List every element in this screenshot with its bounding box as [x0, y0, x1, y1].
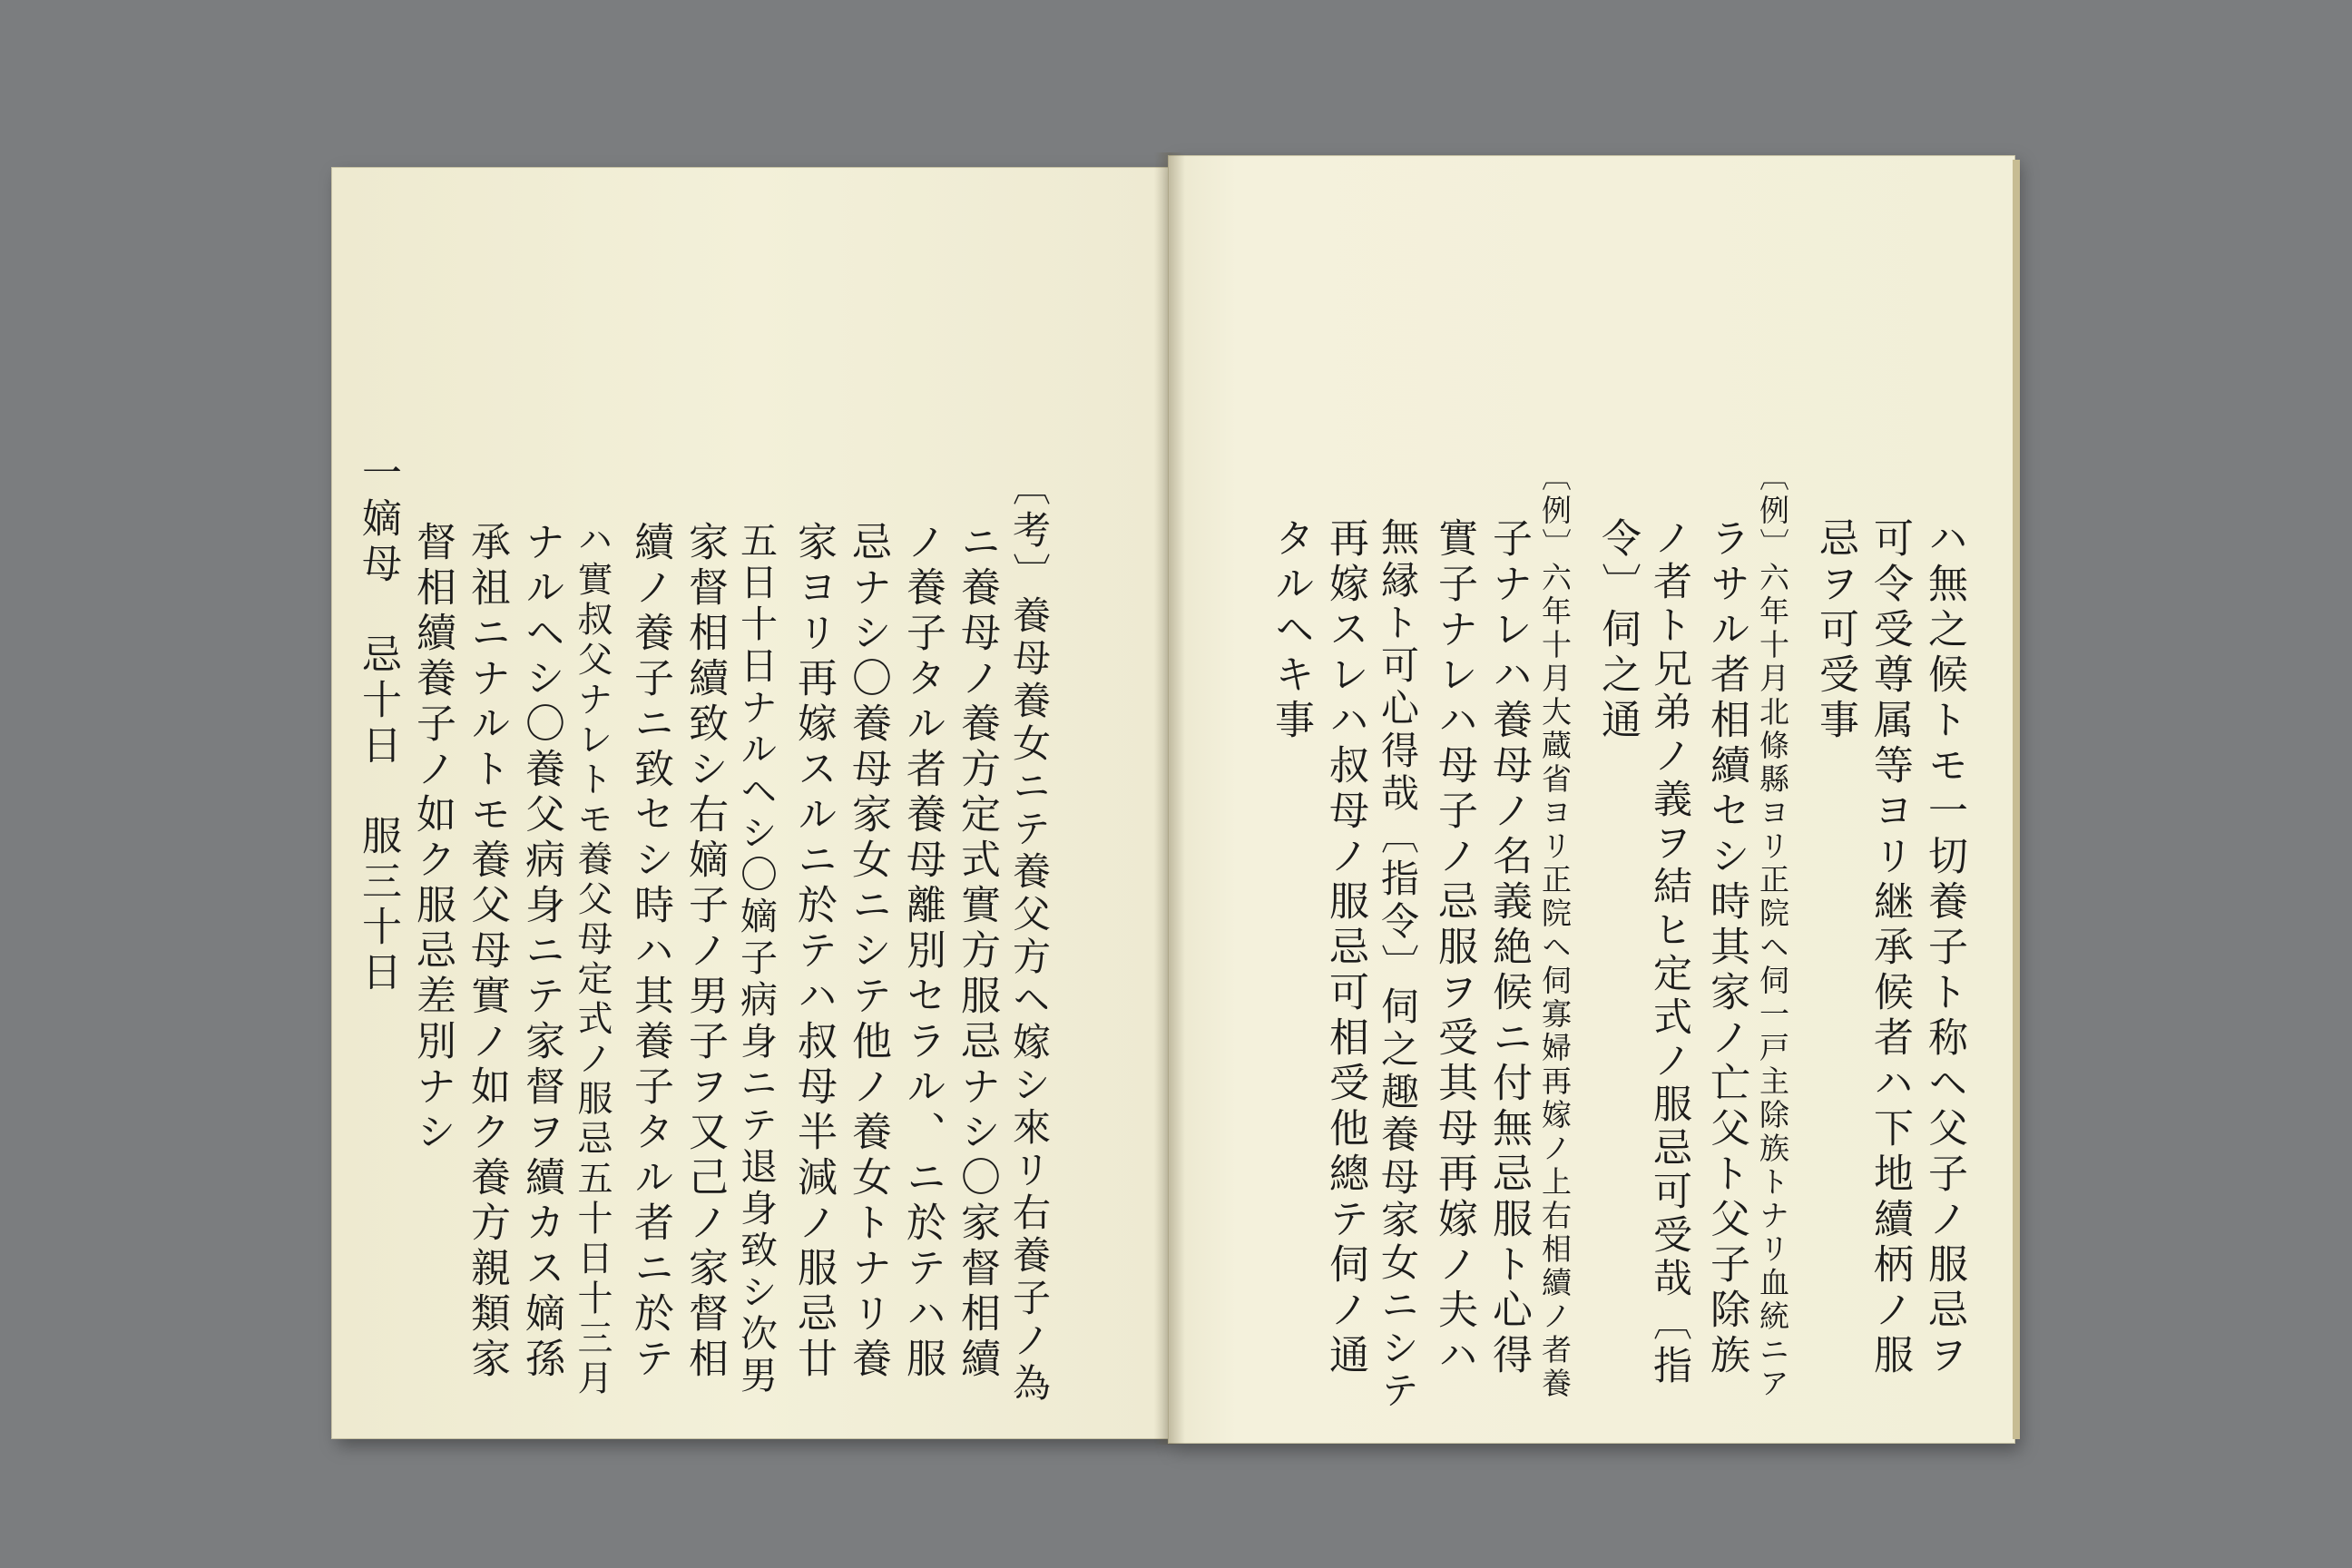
text-column: 承祖ニナルトモ養父母實ノ如ク養方親類家 [464, 521, 510, 1383]
text-column: 家ヨリ再嫁スルニ於テハ叔母半減ノ服忌廿 [790, 521, 837, 1383]
text-column: ラサル者相續セシ時其家ノ亡父ト父子除族 [1703, 517, 1749, 1379]
text-column: 督相續養子ノ如ク服忌差別ナシ [409, 521, 456, 1156]
text-column: ハ實叔父ナレトモ養父母定式ノ服忌五十日十三月 [572, 521, 612, 1399]
text-column: ナルヘシ〇養父病身ニテ家督ヲ續カス嫡孫 [518, 521, 564, 1383]
text-column: 實子ナレハ母子ノ忌服ヲ受其母再嫁ノ夫ハ [1431, 517, 1477, 1379]
text-column: 忌ナシ〇養母家女ニシテ他ノ養女トナリ養 [845, 521, 891, 1383]
text-column: 〔考〕養母養女ニテ養父方ヘ嫁シ來リ右養子ノ為 [1007, 467, 1052, 1406]
text-column: ニ養母ノ養方定式實方服忌ナシ〇家督相續 [954, 521, 1000, 1383]
text-column: 續ノ養子ニ致セシ時ハ其養子タル者ニ於テ [627, 521, 673, 1383]
text-column: 〔例〕六年十月北條縣ヨリ正院ヘ伺一戸主除族トナリ血統ニア [1755, 461, 1790, 1401]
text-column: 令〕伺之通 [1594, 517, 1641, 744]
text-column: ハ無之候トモ一切養子ト称ヘ父子ノ服忌ヲ [1921, 517, 1967, 1379]
text-column: タルヘキ事 [1268, 517, 1314, 744]
page-edge [2013, 160, 2020, 1439]
text-column: ノ養子タル者養母離別セラル、ニ於テハ服 [899, 521, 946, 1383]
text-column: 家督相續致シ右嫡子ノ男子ヲ又己ノ家督相 [681, 521, 728, 1383]
text-column: 一嫡母 忌十日 服三十日 [355, 452, 401, 996]
text-column: 忌ヲ可受事 [1812, 517, 1858, 744]
text-column: 五日十日ナルヘシ〇嫡子病身ニテ退身致シ次男 [734, 521, 778, 1397]
text-column: ノ者ト兄弟ノ義ヲ結ヒ定式ノ服忌可受哉〔指 [1647, 517, 1692, 1388]
text-column: 〔例〕六年十月大蔵省ヨリ正院ヘ伺寡婦再嫁ノ上右相續ノ者養 [1537, 461, 1573, 1401]
text-column: 無縁ト可心得哉〔指令〕伺之趣養母家女ニシテ [1376, 517, 1420, 1413]
book-gutter [1154, 152, 1185, 1445]
text-column: 再嫁スレハ叔母ノ服忌可相受他總テ伺ノ通 [1322, 517, 1368, 1379]
text-column: 可令受尊属等ヨリ継承候者ハ下地續柄ノ服 [1867, 517, 1913, 1379]
text-column: 子ナレハ養母ノ名義絶候ニ付無忌服ト心得 [1485, 517, 1532, 1379]
